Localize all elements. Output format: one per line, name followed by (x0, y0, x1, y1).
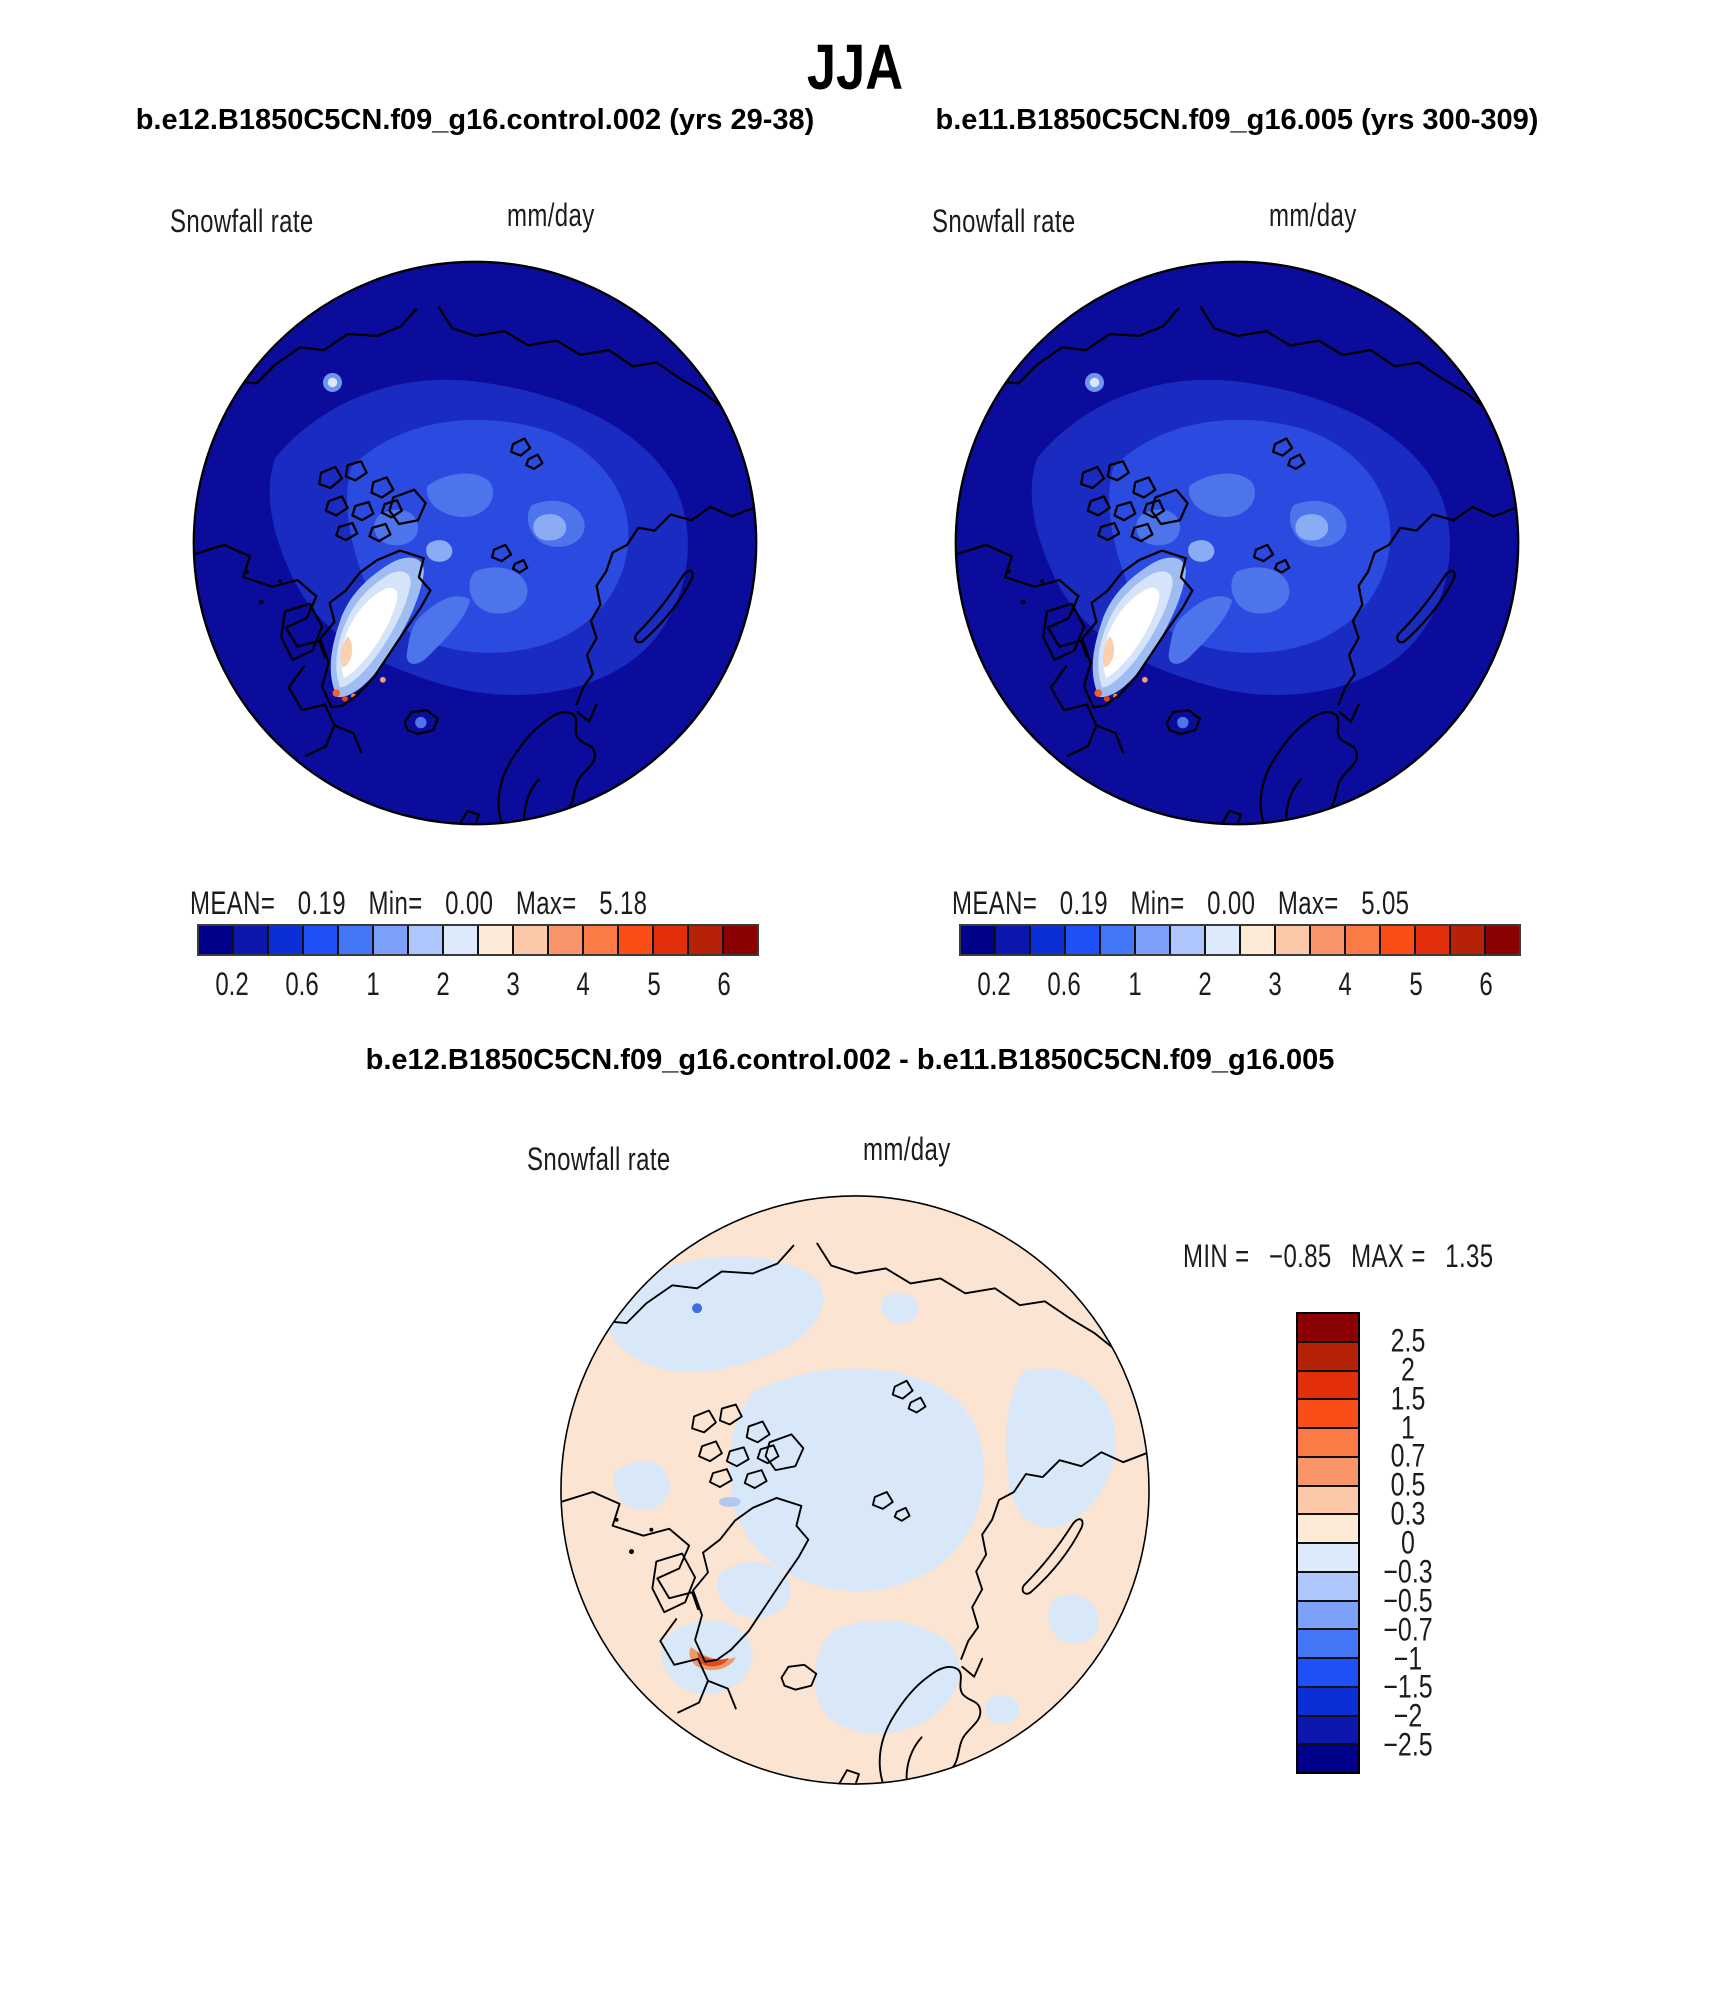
colorbar-cell (1298, 1427, 1358, 1456)
colorbar-cell (1298, 1743, 1358, 1772)
colorbar-tick-label: 0 (1401, 1524, 1415, 1561)
units-label-left: mm/day (507, 197, 595, 233)
colorbar-cell (994, 926, 1029, 954)
mean-label: MEAN= (190, 885, 276, 921)
difference-map (557, 1192, 1153, 1788)
snowfall-map-left (190, 258, 760, 828)
season-title: JJA (806, 31, 904, 103)
colorbar-cell (1298, 1571, 1358, 1600)
max-value: 1.35 (1445, 1238, 1494, 1274)
max-value: 5.05 (1361, 885, 1410, 921)
colorbar-tick-label: 2.5 (1390, 1322, 1426, 1359)
colorbar-tick-label: 1 (1127, 966, 1142, 1002)
colorbar-tick-label: 4 (1338, 966, 1353, 1002)
colorbar-cells (959, 924, 1521, 956)
colorbar-cell (1309, 926, 1344, 954)
colorbar-cell (1379, 926, 1414, 954)
colorbar-tick-label: 2 (1401, 1351, 1415, 1388)
colorbar-tick-label: 0.2 (215, 966, 249, 1002)
colorbar-cell (1064, 926, 1099, 954)
mean-value: 0.19 (1059, 885, 1108, 921)
colorbar-cell (1298, 1398, 1358, 1427)
min-value: −0.85 (1269, 1238, 1332, 1274)
colorbar-tick-label: 6 (717, 966, 731, 1002)
colorbar-cell (1298, 1485, 1358, 1514)
colorbar-right (959, 924, 1521, 1002)
colorbar-tick-label: −1 (1393, 1640, 1423, 1676)
colorbar-cell (1298, 1542, 1358, 1571)
colorbar-cell (687, 926, 722, 954)
colorbar-cell (1298, 1513, 1358, 1542)
colorbar-cell (1484, 926, 1519, 954)
colorbar-cell (1298, 1370, 1358, 1399)
field-label-left: Snowfall rate (170, 203, 314, 239)
colorbar-cell (961, 926, 994, 954)
colorbar-cells (1296, 1312, 1360, 1774)
colorbar-cell (1298, 1456, 1358, 1485)
colorbar-cell (1239, 926, 1274, 954)
units-label-right: mm/day (1269, 197, 1357, 233)
snowfall-map-right (952, 258, 1522, 828)
colorbar-cell (1298, 1657, 1358, 1686)
colorbar-tick-label: 3 (1268, 966, 1282, 1002)
colorbar-cell (1298, 1628, 1358, 1657)
colorbar-tick-label: 2 (436, 966, 450, 1002)
mean-value: 0.19 (297, 885, 346, 921)
colorbar-tick-label: 1 (365, 966, 380, 1002)
max-label: Max= (1277, 885, 1339, 921)
colorbar-cell (1099, 926, 1134, 954)
colorbar-cell (232, 926, 267, 954)
colorbar-cell (1298, 1715, 1358, 1744)
field-label-diff: Snowfall rate (527, 1141, 671, 1177)
colorbar-tick-label: 0.7 (1390, 1437, 1426, 1474)
colorbar-tick-label: 0.2 (977, 966, 1011, 1002)
colorbar-cell (1298, 1600, 1358, 1629)
stats-line-left (190, 885, 647, 922)
colorbar-cell (1344, 926, 1379, 954)
colorbar-cell (1449, 926, 1484, 954)
colorbar-tick-label: 0.6 (285, 966, 320, 1002)
colorbar-cell (1169, 926, 1204, 954)
min-label: Min= (1130, 885, 1185, 921)
colorbar-cell (1204, 926, 1239, 954)
colorbar-cell (1298, 1341, 1358, 1370)
colorbar-left (197, 924, 759, 1002)
colorbar-cell (199, 926, 232, 954)
colorbar-cell (1274, 926, 1309, 954)
colorbar-tick-label: 5 (1408, 966, 1423, 1002)
colorbar-tick-label: −2.5 (1383, 1726, 1433, 1763)
colorbar-cell (1298, 1686, 1358, 1715)
colorbar-tick-label: −2 (1393, 1697, 1423, 1734)
stats-line-right (952, 885, 1409, 922)
min-value: 0.00 (445, 885, 494, 921)
colorbar-tick-label: 3 (506, 966, 520, 1002)
colorbar-tick-label: 1 (1401, 1409, 1415, 1445)
minmax-line-diff (1183, 1238, 1493, 1275)
subtitle-right-case: b.e11.B1850C5CN.f09_g16.005 (yrs 300-309) (935, 104, 1539, 136)
min-value: 0.00 (1207, 885, 1256, 921)
max-label: Max= (515, 885, 577, 921)
difference-title: b.e12.B1850C5CN.f09_g16.control.002 - b.e11.B1850C5CN.f09_g16.005 (365, 1044, 1335, 1076)
colorbar-tick-label: 6 (1479, 966, 1493, 1002)
colorbar-cell (407, 926, 442, 954)
max-value: 5.18 (599, 885, 648, 921)
colorbar-cell (302, 926, 337, 954)
colorbar-cell (1298, 1314, 1358, 1341)
colorbar-tick-label: 4 (576, 966, 591, 1002)
colorbar-tick-label: 0.6 (1047, 966, 1082, 1002)
colorbar-cell (617, 926, 652, 954)
colorbar-cell (477, 926, 512, 954)
units-label-diff: mm/day (863, 1131, 951, 1167)
colorbar-cell (652, 926, 687, 954)
subtitle-left-case: b.e12.B1850C5CN.f09_g16.control.002 (yrs 29-38) (135, 104, 815, 136)
colorbar-cell (1134, 926, 1169, 954)
colorbar-tick-label: −0.5 (1383, 1582, 1433, 1619)
colorbar-tick-label: 2 (1198, 966, 1212, 1002)
colorbar-cell (547, 926, 582, 954)
min-label: MIN = (1183, 1238, 1250, 1274)
colorbar-cell (442, 926, 477, 954)
min-label: Min= (368, 885, 423, 921)
colorbar-cell (267, 926, 302, 954)
colorbar-tick-label: −0.3 (1383, 1553, 1433, 1590)
max-label: MAX = (1351, 1238, 1426, 1274)
colorbar-cell (582, 926, 617, 954)
colorbar-tick-label: 5 (646, 966, 661, 1002)
colorbar-cell (1414, 926, 1449, 954)
field-label-right: Snowfall rate (932, 203, 1076, 239)
colorbar-cell (337, 926, 372, 954)
mean-label: MEAN= (952, 885, 1038, 921)
colorbar-cells (197, 924, 759, 956)
colorbar-cell (1029, 926, 1064, 954)
colorbar-tick-label: 0.5 (1390, 1466, 1426, 1503)
colorbar-cell (722, 926, 757, 954)
colorbar-tick-label: 0.3 (1390, 1495, 1426, 1532)
colorbar-difference (1296, 1312, 1433, 1774)
colorbar-cell (512, 926, 547, 954)
colorbar-cell (372, 926, 407, 954)
colorbar-tick-label: −0.7 (1383, 1611, 1433, 1648)
colorbar-tick-label: 1.5 (1390, 1380, 1426, 1417)
colorbar-tick-label: −1.5 (1383, 1668, 1433, 1705)
